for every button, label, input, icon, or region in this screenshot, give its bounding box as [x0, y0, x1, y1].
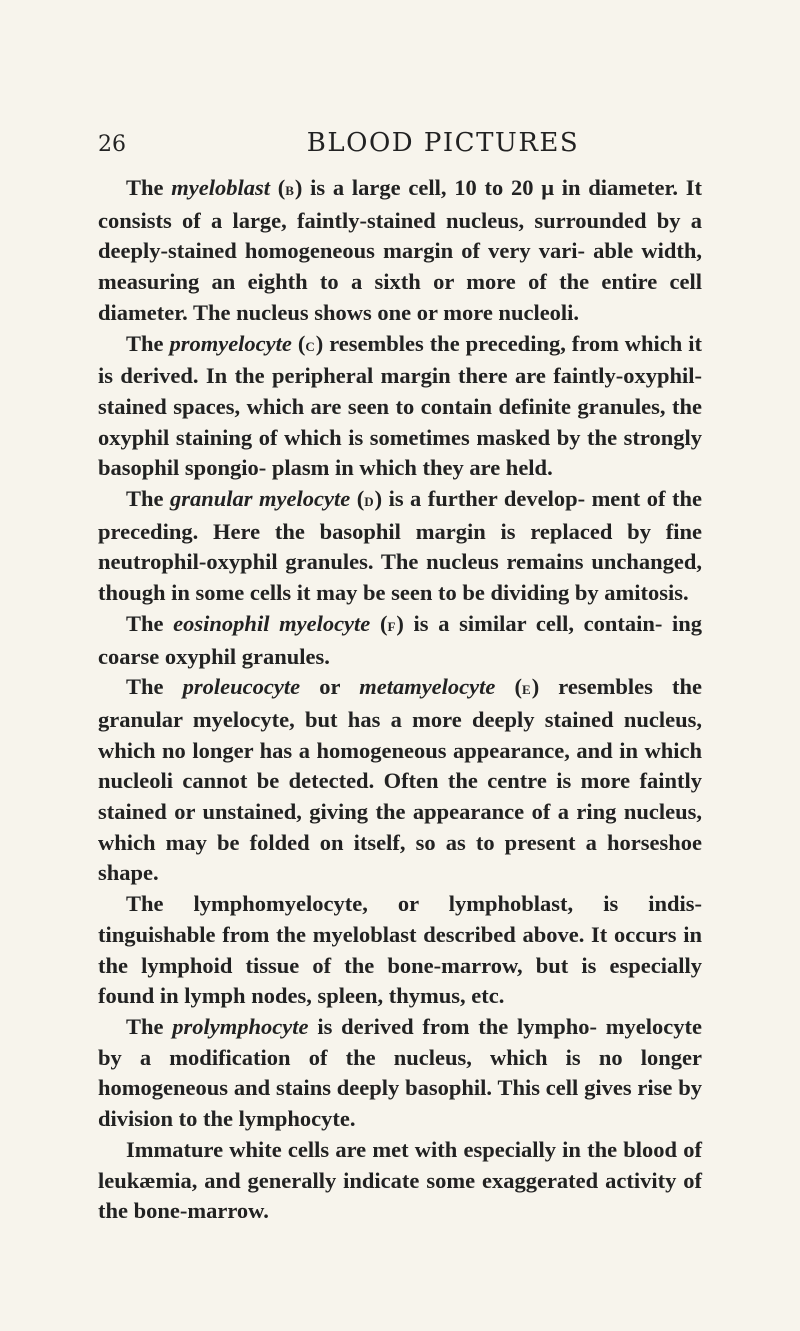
term-prolymphocyte: prolymphocyte: [172, 1013, 309, 1039]
paragraph-granular-myelocyte: [98, 484, 702, 609]
text-run: (: [350, 486, 365, 512]
text-run: ) resembles the preceding, from which it is derived. In the peripheral margin there are faintly-oxyphil-stained spaces, which are seen to contain definite granules, the oxyphil staining of which is sometimes masked by the strongly basophil spongio- plasm in which they are held.: [98, 330, 702, 481]
running-head: BLOOD PICTURES: [306, 128, 580, 158]
text-run: ) resembles the granular myelocyte, but has a more deeply stained nucleus, which no longer has a homogeneous appearance, and in which nucleoli cannot be detected. Often the centre is more faintly stained or unstained, giving the appearance of a ring nucleus, which may be folded on itself, so as to present a horseshoe shape.: [98, 674, 702, 886]
paragraph-immature-white-cells: Immature white cells are met with especially in the blood of leukæmia, and generally indicate some exaggerated activity of the bone-marrow.: [98, 1136, 702, 1224]
text-run: ) is a similar cell, contain- ing coarse oxyphil granules.: [98, 610, 703, 669]
paragraph-lymphomyelocyte: The lymphomyelocyte, or lymphoblast, is indis- tinguishable from the myeloblast described above. It occurs in the lymphoid tissue of the bone-marrow, but is especially found in lymph nodes, spleen, thymus, etc.: [98, 891, 702, 1009]
text-run: The: [126, 175, 172, 200]
paragraph-myeloblast: [98, 173, 702, 329]
text-run: or: [300, 674, 360, 700]
term-myeloblast: myeloblast: [171, 175, 270, 200]
page-header: [98, 128, 698, 168]
body-text: [98, 173, 702, 1227]
figure-ref: b: [285, 179, 295, 200]
term-metamyelocyte: metamyelocyte: [359, 674, 496, 700]
text-run: The: [126, 486, 170, 512]
text-run: ) is a large cell, 10 to 20 μ in diameter. It consists of a large, faintly-stained nucleus, surrounded by a deeply-stained homogeneous margin of very vari- able width, measuring an eighth to a sixth or more of the entire cell diameter. The nucleus shows one or more nucleoli.: [98, 175, 703, 325]
term-promyelocyte: promyelocyte: [169, 330, 292, 356]
text-run: The: [126, 674, 183, 700]
text-run: (: [270, 175, 286, 200]
text-run: (: [495, 674, 523, 700]
text-run: (: [370, 610, 388, 636]
term-proleucocyte: proleucocyte: [182, 674, 301, 700]
text-run: The: [126, 610, 174, 636]
figure-ref: d: [364, 490, 375, 512]
paragraph-proleucocyte: [98, 672, 702, 889]
paragraph-prolymphocyte: [98, 1012, 702, 1135]
term-eosinophil-myelocyte: eosinophil myelocyte: [173, 610, 371, 636]
paragraph-promyelocyte: [98, 329, 702, 485]
term-granular-myelocyte: granular myelocyte: [170, 486, 351, 512]
figure-ref: c: [305, 334, 316, 356]
text-run: ) is a further develop- ment of the preceding. Here the basophil margin is replaced by fine neutrophil-oxyphil granules. The nucleus remains unchanged, though in some cells it may be seen to be dividing by amitosis.: [98, 486, 703, 606]
text-run: (: [291, 330, 306, 356]
page-number: 26: [98, 132, 126, 157]
text-run: The: [126, 1013, 173, 1039]
figure-ref: f: [387, 614, 397, 636]
text-run: is derived from the lympho- myelocyte by a modification of the nucleus, which is no longer homogeneous and stains deeply basophil. This cell gives rise by division to the lymphocyte.: [98, 1013, 702, 1132]
text-run: The: [126, 330, 170, 356]
figure-ref: e: [522, 678, 532, 700]
paragraph-eosinophil-myelocyte: [98, 609, 702, 672]
